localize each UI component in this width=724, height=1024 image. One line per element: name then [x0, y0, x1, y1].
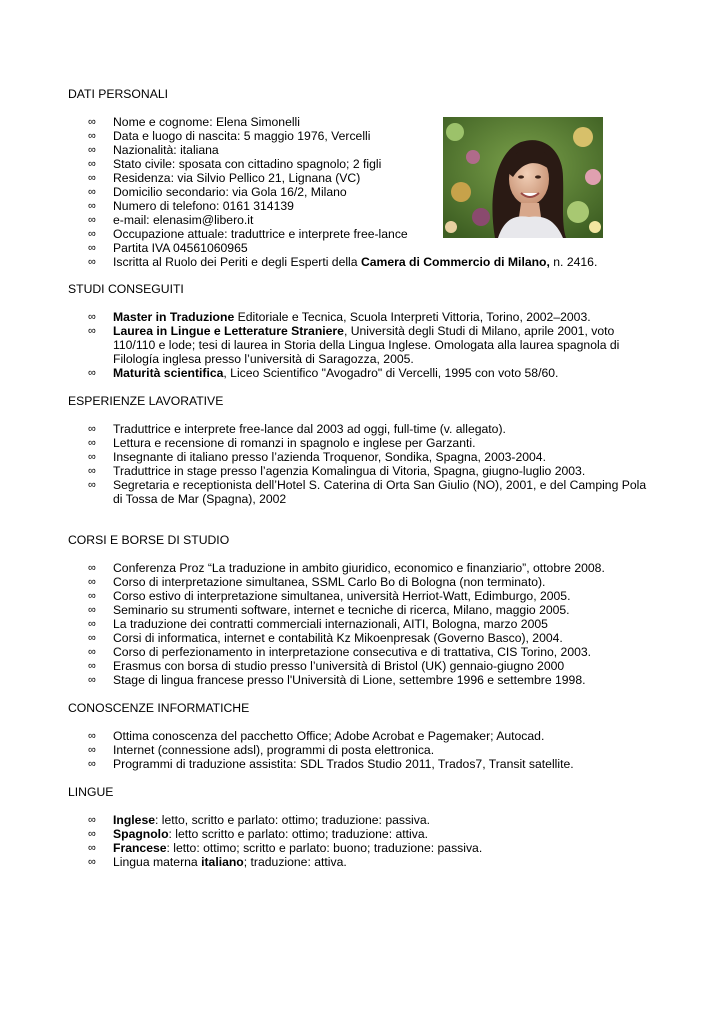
list-item: ∞ Spagnolo: letto scritto e parlato: ottimo; traduzione: attiva. — [88, 827, 428, 841]
bullet-icon: ∞ — [88, 604, 96, 616]
work-section — [68, 394, 652, 506]
bullet-icon: ∞ — [88, 758, 96, 770]
list-item: ∞ Ottima conoscenza del pacchetto Office; Adobe Acrobat e Pagemaker; Autocad. — [88, 729, 545, 743]
list-item: ∞ Maturità scientifica, Liceo Scientifico "Avogadro" di Vercelli, 1995 con voto 58/60. — [88, 366, 559, 380]
bullet-icon: ∞ — [88, 214, 96, 226]
studies-list — [68, 310, 652, 380]
bullet-icon: ∞ — [88, 479, 96, 491]
work-list — [68, 422, 652, 506]
bullet-icon: ∞ — [88, 144, 96, 156]
list-item: ∞ Stage di lingua francese presso l'Università di Lione, settembre 1996 e settembre 1998. — [88, 673, 586, 687]
bullet-icon: ∞ — [88, 576, 96, 588]
list-item: ∞ Corso estivo di interpretazione simultanea, università Herriot-Watt, Edimburgo, 2005. — [88, 589, 571, 603]
bullet-icon: ∞ — [88, 856, 96, 868]
list-item: ∞ Francese: letto: ottimo; scritto e parlato: buono; traduzione: passiva. — [88, 841, 483, 855]
list-item: ∞ Programmi di traduzione assistita: SDL Trados Studio 2011, Trados7, Transit satellite. — [88, 757, 574, 771]
bullet-icon: ∞ — [88, 660, 96, 672]
bullet-icon: ∞ — [88, 465, 96, 477]
bullet-icon: ∞ — [88, 367, 96, 379]
list-item: ∞ Partita IVA 04561060965 — [88, 241, 248, 255]
list-item: ∞ Erasmus con borsa di studio presso l’università di Bristol (UK) gennaio-giugno 2000 — [88, 659, 565, 673]
list-item: ∞ Occupazione attuale: traduttrice e interprete free-lance — [88, 227, 408, 241]
bullet-icon: ∞ — [88, 228, 96, 240]
work-heading: ESPERIENZE LAVORATIVE — [68, 394, 224, 408]
list-item: ∞ Traduttrice in stage presso l’agenzia Komalingua di Vitoria, Spagna, giugno-luglio 2003. — [88, 464, 586, 478]
bullet-icon: ∞ — [88, 116, 96, 128]
list-item: ∞ Laurea in Lingue e Letterature Straniere, Università degli Studi di Milano, aprile 2001, voto 110/110 e lode; tesi di laurea in Storia della Lingua Inglese. Omologata alla laurea spagnola di Filología inglesa presso l’università di Saragozza, 2005. — [88, 324, 620, 366]
bullet-icon: ∞ — [88, 423, 96, 435]
list-item: ∞ Corsi di informatica, internet e contabilità Kz Mikoenpresak (Governo Basco), 2004. — [88, 631, 563, 645]
portrait-image — [443, 117, 603, 238]
list-item: ∞ Corso di perfezionamento in interpretazione consecutiva e di trattativa, CIS Torino, 2003. — [88, 645, 592, 659]
bullet-icon: ∞ — [88, 186, 96, 198]
list-item: ∞ Domicilio secondario: via Gola 16/2, Milano — [88, 185, 347, 199]
list-item: ∞ Lingua materna italiano; traduzione: attiva. — [88, 855, 347, 869]
bullet-icon: ∞ — [88, 632, 96, 644]
courses-heading: CORSI E BORSE DI STUDIO — [68, 533, 230, 547]
computer-heading: CONOSCENZE INFORMATICHE — [68, 701, 250, 715]
bullet-icon: ∞ — [88, 325, 96, 337]
list-item: ∞ Conferenza Proz “La traduzione in ambito giuridico, economico e finanziario”, ottobre 2008. — [88, 561, 605, 575]
list-item: ∞ Insegnante di italiano presso l’azienda Troquenor, Sondika, Spagna, 2003-2004. — [88, 450, 546, 464]
list-item: ∞ Iscritta al Ruolo dei Periti e degli Esperti della Camera di Commercio di Milano, n. 2416. — [88, 255, 598, 269]
bullet-icon: ∞ — [88, 200, 96, 212]
bullet-icon: ∞ — [88, 451, 96, 463]
list-item: ∞ Inglese: letto, scritto e parlato: ottimo; traduzione: passiva. — [88, 813, 431, 827]
bullet-icon: ∞ — [88, 562, 96, 574]
list-item: ∞ Segretaria e receptionista dell’Hotel S. Caterina di Orta San Giulio (NO), 2001, e del Camping Pola di Tossa de Mar (Spagna), 2002 — [88, 478, 647, 506]
studies-section — [68, 282, 652, 380]
bullet-icon: ∞ — [88, 828, 96, 840]
list-item: ∞ Lettura e recensione di romanzi in spagnolo e inglese per Garzanti. — [88, 436, 476, 450]
bullet-icon: ∞ — [88, 842, 96, 854]
bullet-icon: ∞ — [88, 172, 96, 184]
bullet-icon: ∞ — [88, 590, 96, 602]
list-item: ∞ La traduzione dei contratti commerciali internazionali, AITI, Bologna, marzo 2005 — [88, 617, 548, 631]
bullet-icon: ∞ — [88, 130, 96, 142]
list-item: ∞ Data e luogo di nascita: 5 maggio 1976, Vercelli — [88, 129, 371, 143]
list-item: ∞ Corso di interpretazione simultanea, SSML Carlo Bo di Bologna (non terminato). — [88, 575, 546, 589]
bullet-icon: ∞ — [88, 242, 96, 254]
bullet-icon: ∞ — [88, 311, 96, 323]
bullet-icon: ∞ — [88, 744, 96, 756]
bullet-icon: ∞ — [88, 674, 96, 686]
languages-list — [68, 813, 652, 869]
courses-list — [68, 561, 652, 687]
bullet-icon: ∞ — [88, 158, 96, 170]
list-item: ∞ Stato civile: sposata con cittadino spagnolo; 2 figli — [88, 157, 382, 171]
profile-photo — [443, 117, 603, 238]
bullet-icon: ∞ — [88, 256, 96, 268]
bullet-icon: ∞ — [88, 618, 96, 630]
list-item: ∞ Residenza: via Silvio Pellico 21, Lignana (VC) — [88, 171, 361, 185]
studies-heading: STUDI CONSEGUITI — [68, 282, 184, 296]
list-item: ∞ Traduttrice e interprete free-lance dal 2003 ad oggi, full-time (v. allegato). — [88, 422, 506, 436]
bullet-icon: ∞ — [88, 814, 96, 826]
list-item: ∞ Nome e cognome: Elena Simonelli — [88, 115, 300, 129]
computer-list — [68, 729, 652, 771]
bullet-icon: ∞ — [88, 437, 96, 449]
email-link[interactable]: e-mail: elenasim@libero.it — [113, 213, 254, 227]
computer-section — [68, 701, 652, 771]
list-item: ∞ Internet (connessione adsl), programmi di posta elettronica. — [88, 743, 435, 757]
languages-section — [68, 785, 652, 869]
courses-section — [68, 533, 652, 687]
bullet-icon: ∞ — [88, 646, 96, 658]
list-item: ∞ Seminario su strumenti software, internet e tecniche di ricerca, Milano, maggio 2005. — [88, 603, 570, 617]
list-item: ∞ Numero di telefono: 0161 314139 — [88, 199, 294, 213]
languages-heading: LINGUE — [68, 785, 114, 799]
personal-heading: DATI PERSONALI — [68, 87, 169, 101]
bullet-icon: ∞ — [88, 730, 96, 742]
list-item: ∞ Nazionalità: italiana — [88, 143, 219, 157]
list-item: ∞ Master in Traduzione Editoriale e Tecnica, Scuola Interpreti Vittoria, Torino, 2002–2003. — [88, 310, 591, 324]
